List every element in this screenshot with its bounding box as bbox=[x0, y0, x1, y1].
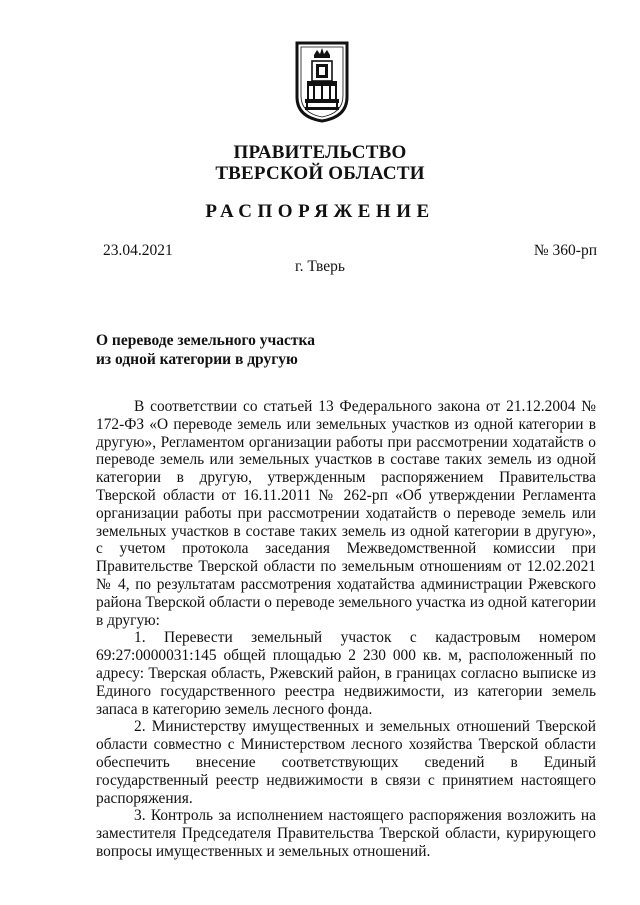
subject-line2: из одной категории в другую bbox=[96, 351, 298, 368]
government-title-line2: ТВЕРСКОЙ ОБЛАСТИ bbox=[215, 163, 425, 184]
document-number: № 360-рп bbox=[533, 242, 597, 259]
tver-coat-of-arms-icon bbox=[294, 41, 350, 123]
item-3-paragraph: 3. Контроль за исполнением настоящего распоряжения возложить на заместителя Председателя Правительства Тверской области, курирующего вопросы имущественных и земельных отношений. bbox=[96, 807, 596, 860]
document-city: г. Тверь bbox=[295, 258, 345, 275]
document-subject bbox=[96, 331, 315, 369]
preamble-paragraph: В соответствии со статьей 13 Федерального закона от 21.12.2004 № 172-ФЗ «О переводе земель или земельных участков из одной категории в другую», Регламентом организации работы при рассмотрении ходатайств о переводе земель или земельных участков в составе таких земель из одной категории в другую, утвержденным распоряжением Правительства Тверской области от 16.11.2011 № 262-рп «Об утверждении Регламента организации работы при рассмотрении ходатайств о переводе земель или земельных участков в составе таких земель из одной категории в другую», с учетом протокола заседания Межведомственной комиссии при Правительстве Тверской области по земельным отношениям от 12.02.2021 № 4, по результатам рассмотрения ходатайства администрации Ржевского района Тверской области о переводе земельного участка из одной категории в другую: bbox=[96, 398, 596, 629]
subject-line1: О переводе земельного участка bbox=[96, 332, 315, 349]
item-2-paragraph: 2. Министерству имущественных и земельных отношений Тверской области совместно с Министерством лесного хозяйства Тверской области обеспечить внесение соответствующих сведений в Единый государственный реестр недвижимости в связи с принятием настоящего распоряжения. bbox=[96, 718, 596, 807]
document-date: 23.04.2021 bbox=[103, 242, 173, 259]
government-title-line1: ПРАВИТЕЛЬСТВО bbox=[233, 142, 407, 163]
item-1-paragraph: 1. Перевести земельный участок с кадастровым номером 69:27:0000031:145 общей площадью 2 230 000 кв. м, расположенный по адресу: Тверская область, Ржевский район, в границах согласно выписке из Единого государственного реестра недвижимости, из категории земель запаса в категорию земель лесного фонда. bbox=[96, 629, 596, 718]
document-body bbox=[96, 398, 596, 861]
document-type-title: РАСПОРЯЖЕНИЕ bbox=[205, 201, 435, 222]
